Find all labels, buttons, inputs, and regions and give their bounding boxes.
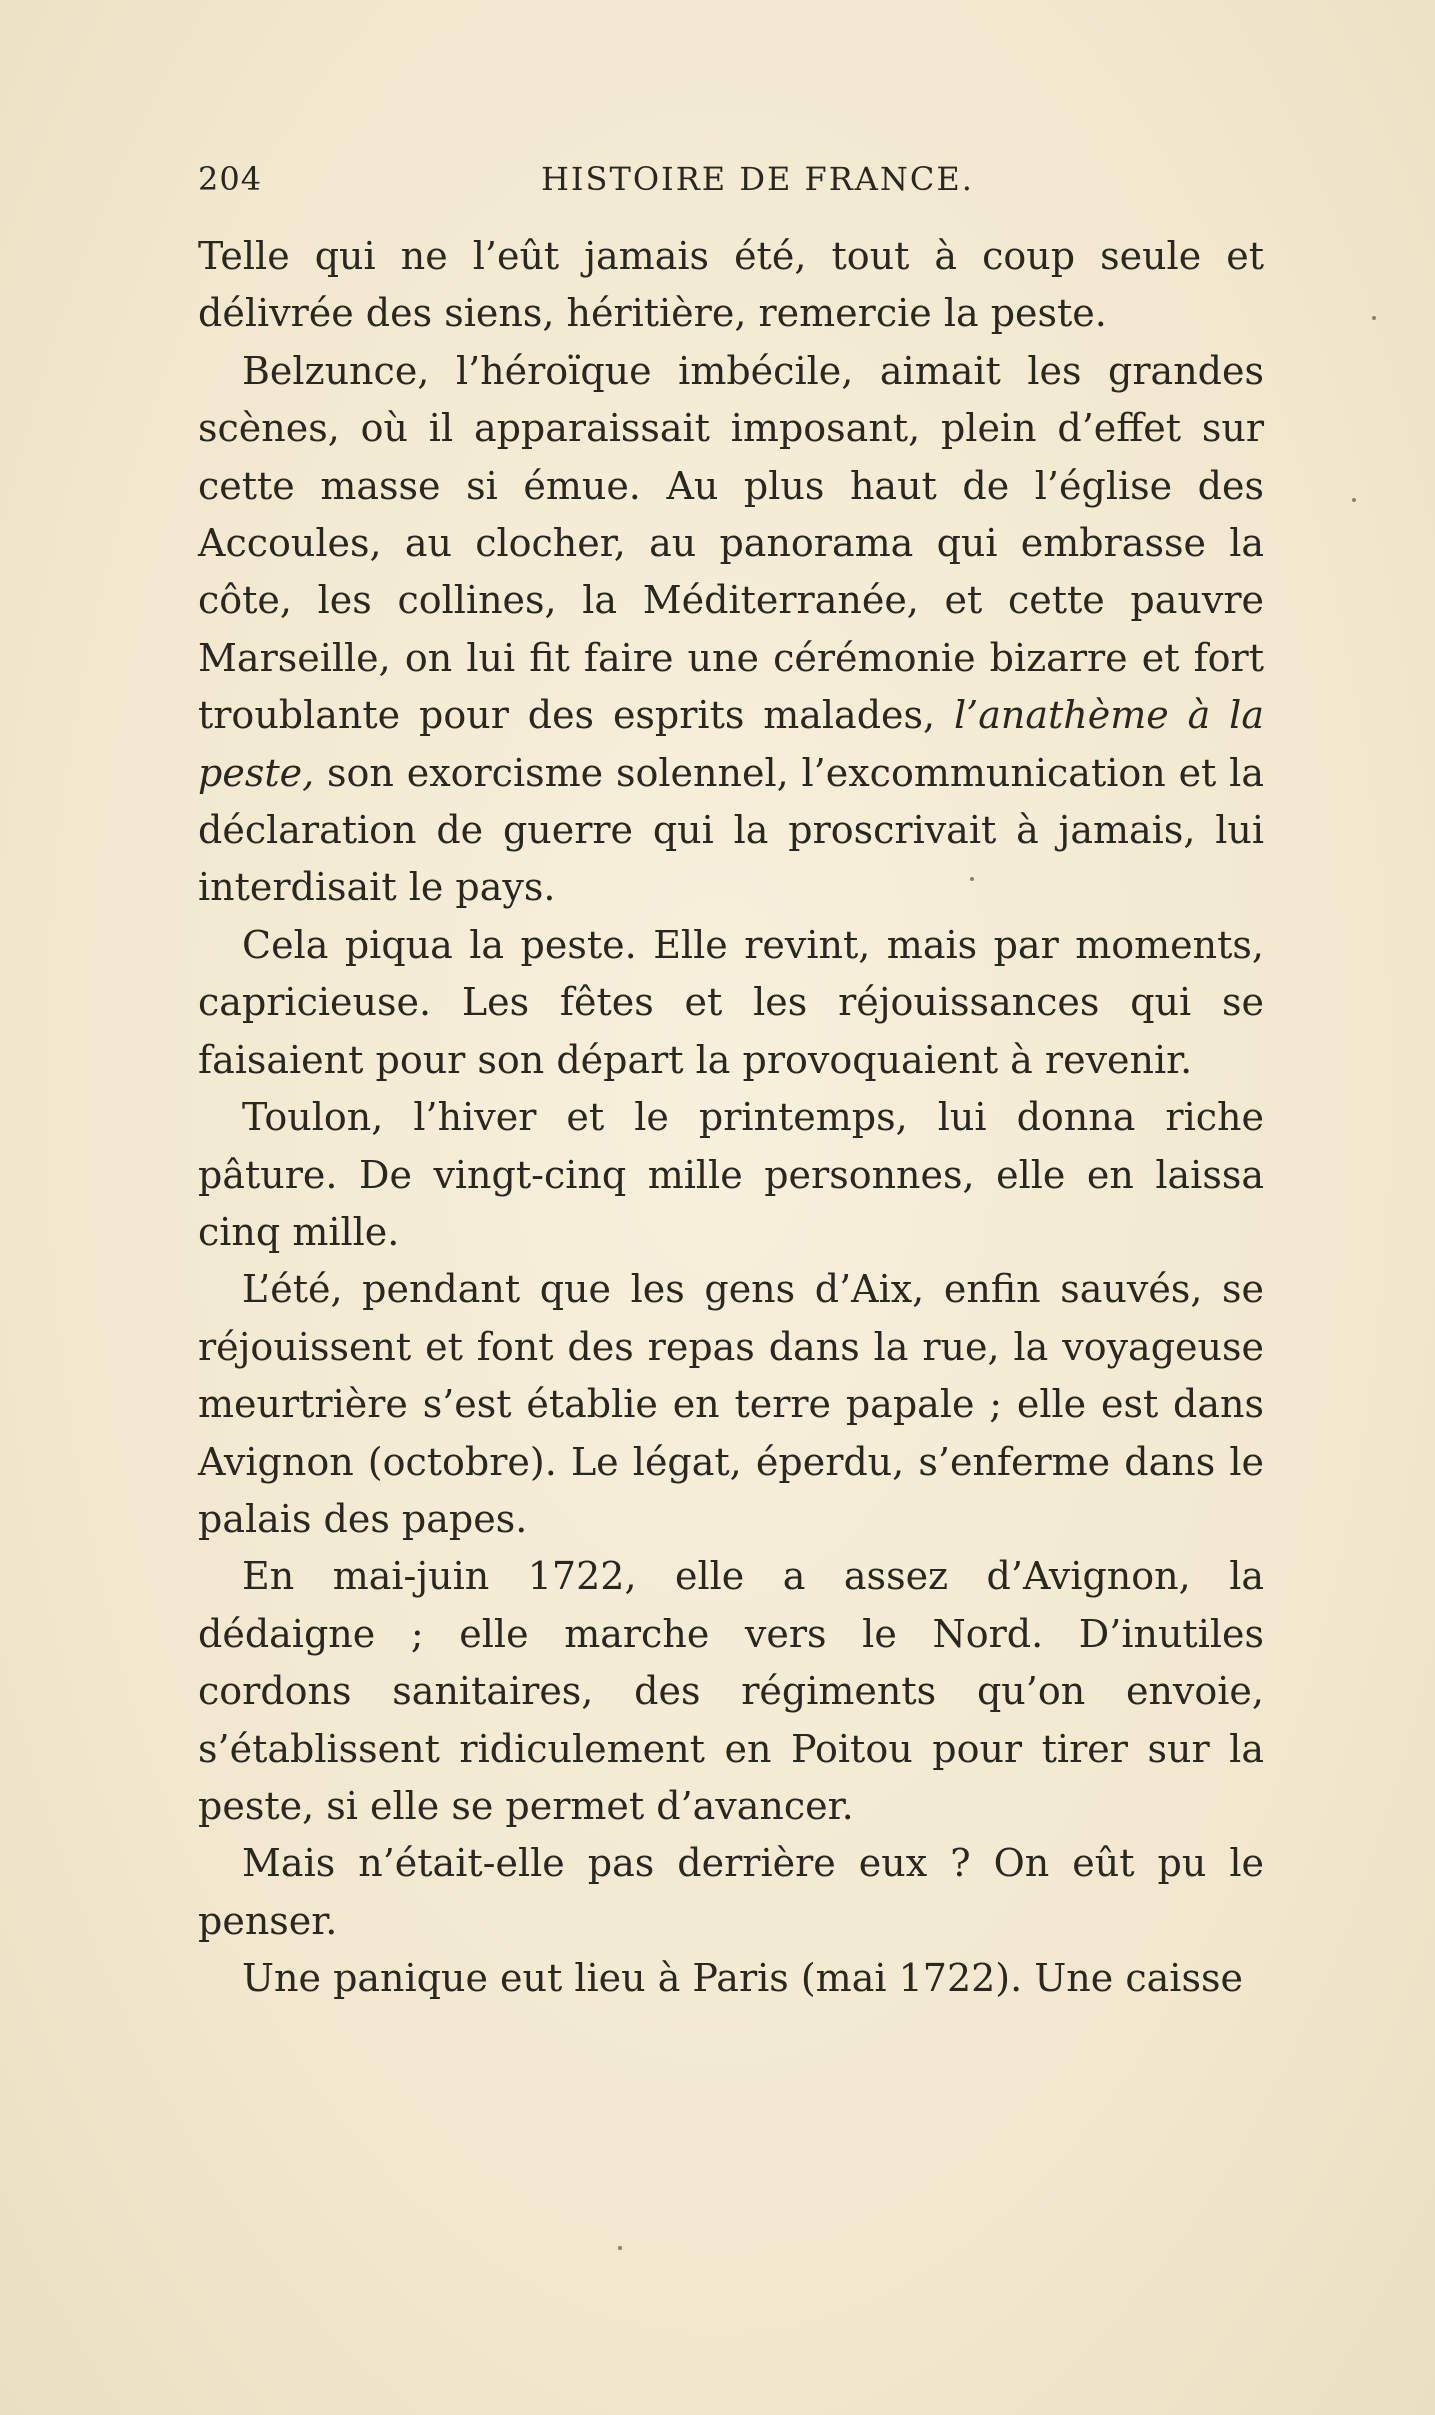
paragraph: [198, 343, 1264, 917]
paper-speck: [1372, 316, 1376, 320]
paragraph-text: Belzunce, l’héroïque imbécile, aimait les grandes scènes, où il apparaissait imposant, plein d’effet sur cette masse si émue. Au plus haut de l’église des Accoules, au clocher, au panorama qui embrasse la côte, les collines, la Méditerranée, et cette pauvre Marseille, on lui fit faire une cérémonie bizarre et fort troublante pour des esprits malades,: [198, 348, 1264, 738]
running-title: HISTOIRE DE FRANCE.: [541, 160, 974, 198]
running-header: [198, 160, 1264, 204]
paragraph: Cela piqua la peste. Elle revint, mais par moments, capricieuse. Les fêtes et les réjouissances qui se faisaient pour son départ la provoquaient à revenir.: [198, 922, 1264, 1082]
paper-speck: [1352, 498, 1356, 502]
paper-speck: [618, 2246, 622, 2250]
paper-speck: [970, 877, 974, 881]
paragraph: En mai-juin 1722, elle a assez d’Avignon, la dédaigne ; elle marche vers le Nord. D’inutiles cordons sanitaires, des régiments qu’on envoie, s’établissent ridiculement en Poitou pour tirer sur la peste, si elle se permet d’avancer.: [198, 1554, 1264, 1828]
paragraph: Mais n’était-elle pas derrière eux ? On eût pu le penser.: [198, 1841, 1264, 1943]
page-number: 204: [198, 160, 263, 198]
body-text: [198, 228, 1264, 2008]
italic-phrase: l’anathème à la peste,: [198, 693, 1264, 795]
paragraph: Telle qui ne l’eût jamais été, tout à coup seule et délivrée des siens, héritière, remercie la peste.: [198, 234, 1264, 336]
paragraph: Une panique eut lieu à Paris (mai 1722). Une caisse: [242, 1956, 1243, 2001]
paragraph-text: son exorcisme solennel, l’excommunication et la déclaration de guerre qui la proscrivait à jamais, lui interdisait le pays.: [198, 750, 1264, 910]
paragraph: L’été, pendant que les gens d’Aix, enfin sauvés, se réjouissent et font des repas dans la rue, la voyageuse meurtrière s’est établie en terre papale ; elle est dans Avignon (octobre). Le légat, éperdu, s’enferme dans le palais des papes.: [198, 1267, 1264, 1541]
paragraph: Toulon, l’hiver et le printemps, lui donna riche pâture. De vingt-cinq mille personnes, elle en laissa cinq mille.: [198, 1095, 1264, 1254]
